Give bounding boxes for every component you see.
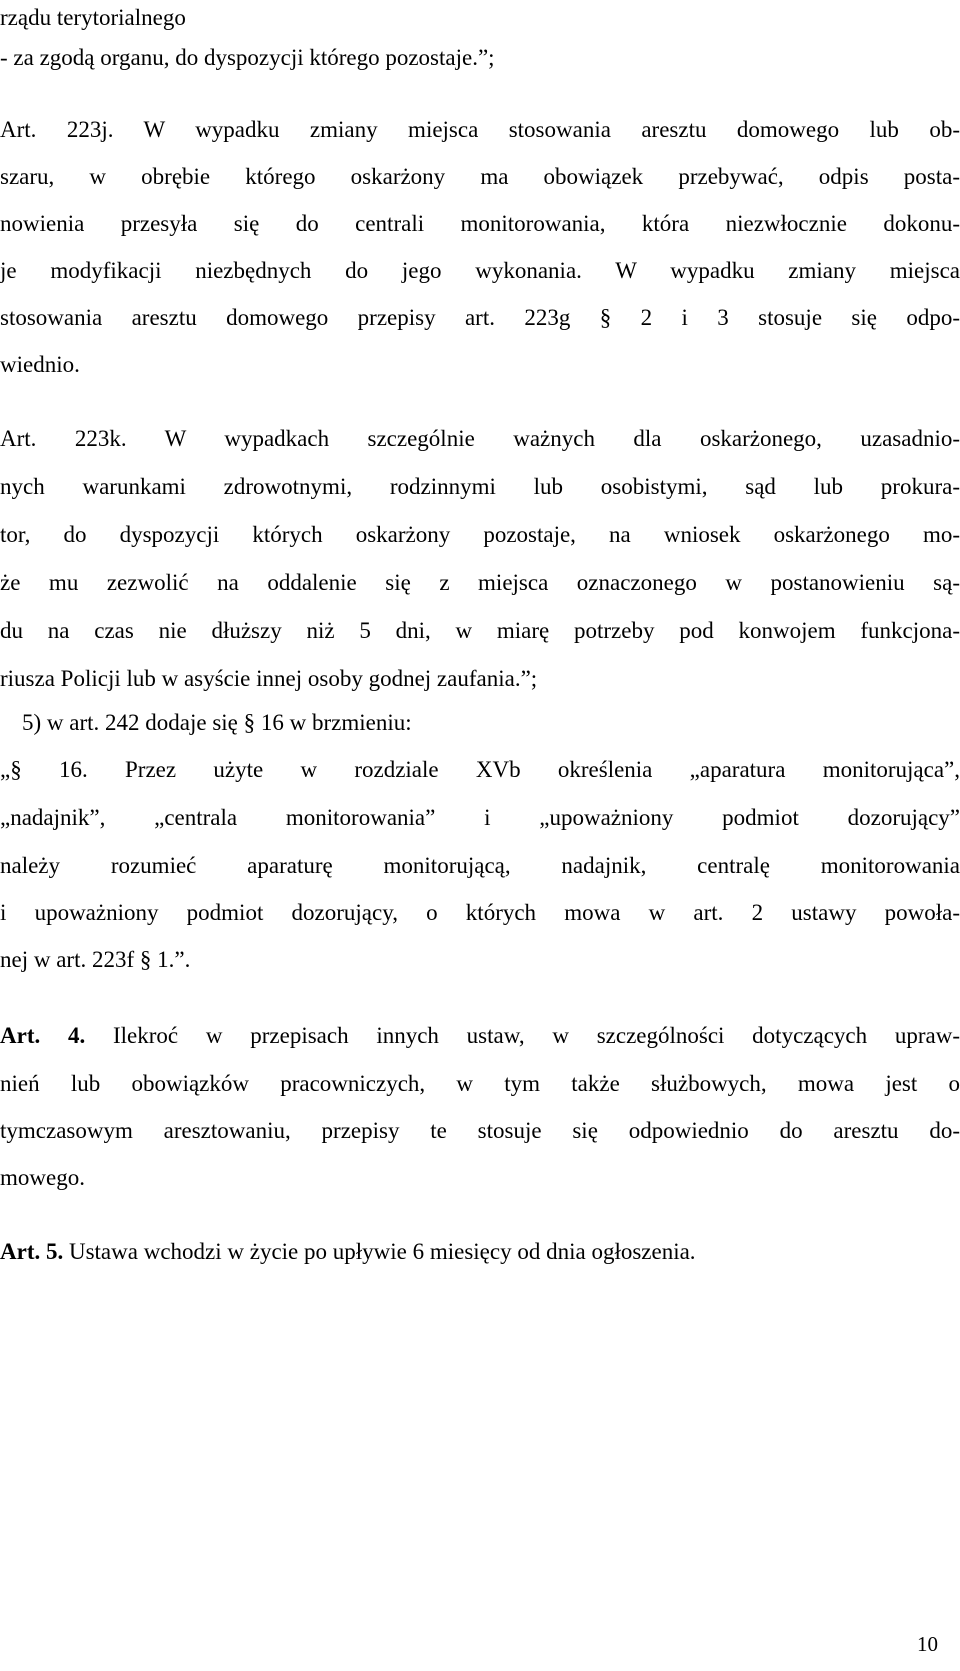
text-line: tor, do dyspozycji których oskarżony pozostaje, na wniosek oskarżonego mo- — [0, 522, 960, 547]
text-line: nowienia przesyła się do centrali monitorowania, która niezwłocznie dokonu- — [0, 211, 960, 236]
text-line: „nadajnik”, „centrala monitorowania” i „upoważniony podmiot dozorujący” — [0, 805, 960, 830]
text-line: szaru, w obrębie którego oskarżony ma obowiązek przebywać, odpis posta- — [0, 164, 960, 189]
text-line: Art. 223k. W wypadkach szczególnie ważnych dla oskarżonego, uzasadnio- — [0, 426, 960, 451]
text-line: nień lub obowiązków pracowniczych, w tym także służbowych, mowa jest o — [0, 1071, 960, 1096]
text-line: wiednio. — [0, 352, 80, 377]
text-line: tymczasowym aresztowaniu, przepisy te stosuje się odpowiednio do aresztu do- — [0, 1118, 960, 1143]
text-line: nej w art. 223f § 1.”. — [0, 947, 191, 972]
text-line: nych warunkami zdrowotnymi, rodzinnymi lub osobistymi, sąd lub prokura- — [0, 474, 960, 499]
text-line: należy rozumieć aparaturę monitorującą, nadajnik, centralę monitorowania — [0, 853, 960, 878]
text-line: du na czas nie dłuższy niż 5 dni, w miarę potrzeby pod konwojem funkcjona- — [0, 618, 960, 643]
article-5-line — [0, 1240, 696, 1263]
text-line: Art. 223j. W wypadku zmiany miejsca stosowania aresztu domowego lub ob- — [0, 117, 960, 142]
page-number: 10 — [917, 1632, 938, 1656]
article-4-label: Art. 4. — [0, 1023, 86, 1048]
text-line: - za zgodą organu, do dyspozycji którego pozostaje.”; — [0, 45, 495, 70]
text-line: rządu terytorialnego — [0, 5, 186, 30]
text-line: je modyfikacji niezbędnych do jego wykonania. W wypadku zmiany miejsca — [0, 258, 960, 283]
article-5-label: Art. 5. — [0, 1239, 64, 1264]
text-line: że mu zezwolić na oddalenie się z miejsca oznaczonego w postanowieniu są- — [0, 570, 960, 595]
text-line: 5) w art. 242 dodaje się § 16 w brzmieniu: — [22, 710, 412, 735]
article-4-first-line — [0, 1024, 960, 1047]
text-line: i upoważniony podmiot dozorujący, o których mowa w art. 2 ustawy powoła- — [0, 900, 960, 925]
text-line: „§ 16. Przez użyte w rozdziale XVb określenia „aparatura monitorująca”, — [0, 757, 960, 782]
text-line: mowego. — [0, 1165, 85, 1190]
text-line: stosowania aresztu domowego przepisy art. 223g § 2 i 3 stosuje się odpo- — [0, 305, 960, 330]
text-line: Ilekroć w przepisach innych ustaw, w szczególności dotyczących upraw- — [113, 1023, 960, 1048]
text-line: Ustawa wchodzi w życie po upływie 6 miesięcy od dnia ogłoszenia. — [68, 1239, 696, 1264]
text-line: riusza Policji lub w asyście innej osoby godnej zaufania.”; — [0, 666, 538, 691]
